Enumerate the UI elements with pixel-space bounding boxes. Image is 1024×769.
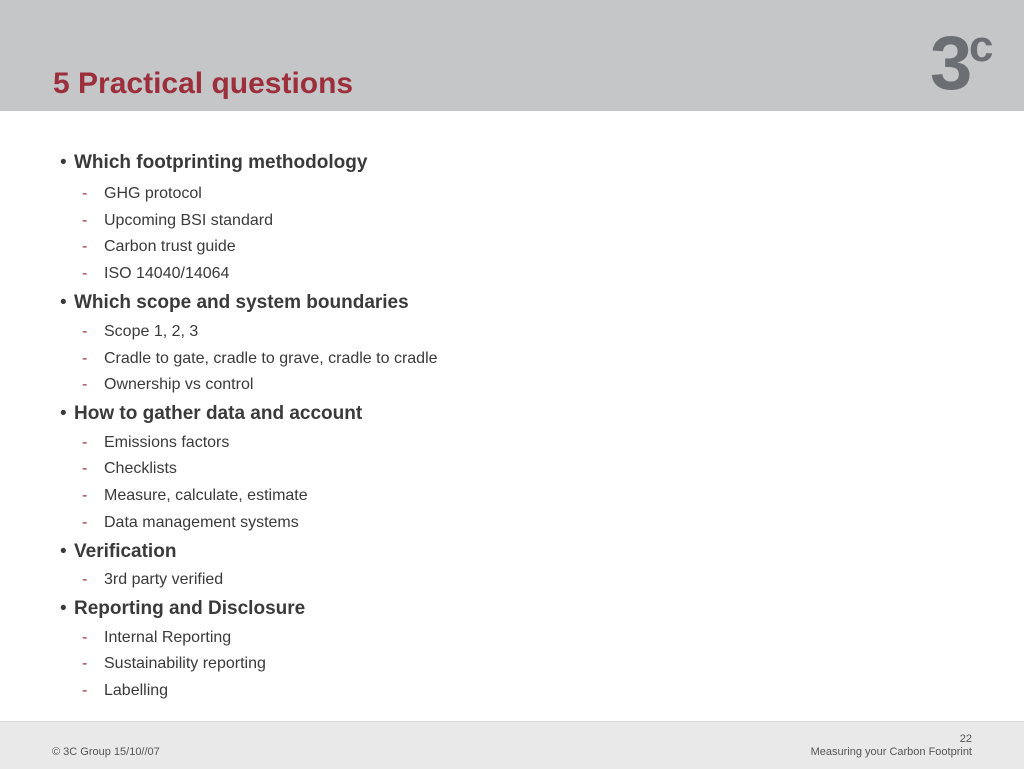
section-heading: • Which scope and system boundaries — [60, 292, 409, 313]
bullet-icon: • — [60, 403, 67, 424]
list-item: - Carbon trust guide — [82, 238, 236, 255]
list-item: - Data management systems — [82, 514, 299, 531]
dash-icon: - — [82, 434, 88, 451]
bullet-icon: • — [60, 598, 67, 619]
bullet-icon: • — [60, 152, 67, 173]
dash-icon: - — [82, 212, 88, 229]
list-item: - Labelling — [82, 682, 169, 699]
page-number: 22 — [959, 733, 972, 745]
section-heading: • Verification — [60, 541, 177, 562]
dash-icon: - — [82, 514, 88, 531]
copyright-text: © 3C Group 15/10//07 — [52, 746, 160, 758]
list-item: - Checklists — [82, 460, 177, 477]
section-heading: • Reporting and Disclosure — [60, 598, 306, 619]
logo-3-glyph: 3 — [930, 21, 973, 96]
list-item: - Ownership vs control — [82, 376, 254, 393]
logo-c-glyph: c — [969, 22, 994, 71]
dash-icon: - — [82, 487, 88, 504]
dash-icon: - — [82, 185, 88, 202]
section-heading: • Which footprinting methodology — [60, 152, 368, 173]
list-item: - Scope 1, 2, 3 — [82, 323, 199, 340]
dash-icon: - — [82, 265, 88, 282]
bullet-icon: • — [60, 541, 67, 562]
dash-icon: - — [82, 571, 88, 588]
section-heading: • How to gather data and account — [60, 403, 363, 424]
list-item: - Cradle to gate, cradle to grave, cradle to cradle — [82, 350, 438, 367]
bullet-icon: • — [60, 292, 67, 313]
dash-icon: - — [82, 376, 88, 393]
list-item: - Sustainability reporting — [82, 655, 266, 672]
slide-title: 5 Practical questions — [53, 67, 354, 100]
list-item: - ISO 14040/14064 — [82, 265, 230, 282]
slide-footer — [0, 721, 1024, 769]
dash-icon: - — [82, 460, 88, 477]
dash-icon: - — [82, 350, 88, 367]
dash-icon: - — [82, 629, 88, 646]
list-item: - GHG protocol — [82, 185, 202, 202]
list-item: - 3rd party verified — [82, 571, 224, 588]
list-item: - Emissions factors — [82, 434, 230, 451]
dash-icon: - — [82, 323, 88, 340]
list-item: - Internal Reporting — [82, 629, 232, 646]
dash-icon: - — [82, 682, 88, 699]
dash-icon: - — [82, 655, 88, 672]
presentation-title: Measuring your Carbon Footprint — [810, 746, 972, 758]
list-item: - Upcoming BSI standard — [82, 212, 273, 229]
list-item: - Measure, calculate, estimate — [82, 487, 308, 504]
dash-icon: - — [82, 238, 88, 255]
